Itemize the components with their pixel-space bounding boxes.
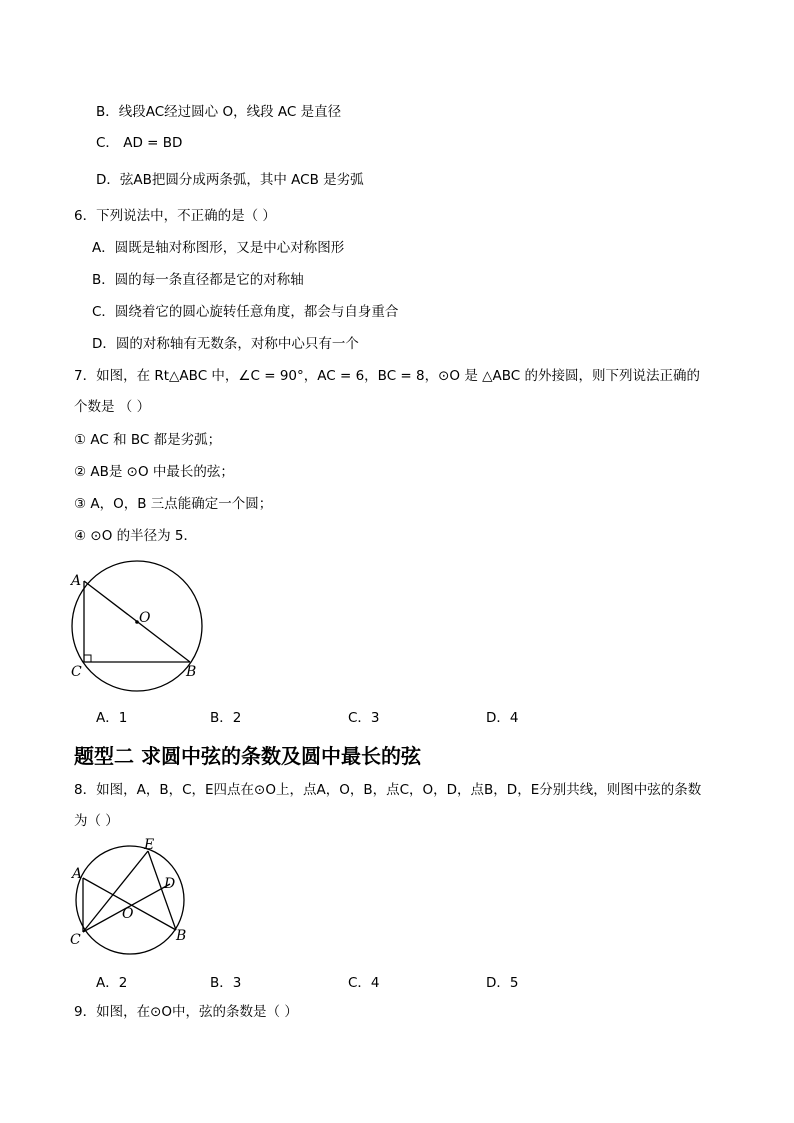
q8-stem-line2: 为（ ） [74,813,119,829]
section-title: 题型二 求圆中弦的条数及圆中最长的弦 [74,744,421,768]
q6-option-c: C．圆绕着它的圆心旋转任意角度，都会与自身重合 [92,304,399,320]
q9-stem: 9．如图，在⊙O中，弦的条数是（ ） [74,1004,298,1020]
q8-segment-ec [83,851,148,932]
q7-statement-3: ③ A，O，B 三点能确定一个圆； [74,496,273,512]
q8-label-e: E [144,837,155,853]
q7-circle [72,561,202,691]
q8-circle [76,846,187,954]
q7-label-b: B [186,664,197,680]
q8-choice-a: A．2 [96,975,128,991]
q7-statement-4: ④ ⊙O 的半径为 5． [74,528,198,544]
q7-figure [62,566,222,686]
q7-choice-d: D．4 [486,710,519,726]
q7-choice-b: B．2 [210,710,242,726]
q8-figure [68,838,198,948]
q8-choice-b: B．3 [210,975,242,991]
q6-stem: 6．下列说法中，不正确的是（ ） [74,208,276,224]
q5-option-c: C． AD = BD [96,135,183,151]
q7-label-a: A [71,573,82,589]
q8-label-b: B [176,928,187,944]
q6-option-b: B．圆的每一条直径都是它的对称轴 [92,272,304,288]
q7-label-c: C [71,664,82,680]
q7-statement-1: ① AC 和 BC 都是劣弧； [74,432,222,448]
q6-option-d: D．圆的对称轴有无数条，对称中心只有一个 [92,336,359,352]
q8-choice-d: D．5 [486,975,519,991]
q7-choice-c: C．3 [348,710,380,726]
q7-label-o: O [139,610,151,626]
q8-label-a: A [72,866,83,882]
q8-segment-ab [83,878,176,930]
q5-option-d: D．弦AB把圆分成两条弧，其中 ACB 是劣弧 [96,172,364,188]
q7-stem-line1: 7．如图，在 Rt△ABC 中，∠C = 90°，AC = 6，BC = 8，⊙O 是 △ABC 的外接圆，则下列说法正确的 [74,368,700,384]
q7-choice-a: A．1 [96,710,128,726]
q8-choice-c: C．4 [348,975,380,991]
q8-label-d: D [164,876,176,892]
q7-stem-line2: 个数是 （ ） [74,399,151,415]
q5-option-b: B．线段AC经过圆心 O，线段 AC 是直径 [96,104,342,120]
q7-statement-2: ② AB是 ⊙O 中最长的弦； [74,464,234,480]
q8-label-c: C [70,932,81,948]
q8-stem-line1: 8．如图，A，B，C，E四点在⊙O上，点A，O，B，点C，O，D，点B，D，E分别共线，则图中弦的条数 [74,782,702,798]
q8-label-o: O [122,906,134,922]
q6-option-a: A．圆既是轴对称图形，又是中心对称图形 [92,240,345,256]
q7-right-angle-mark [84,655,91,662]
